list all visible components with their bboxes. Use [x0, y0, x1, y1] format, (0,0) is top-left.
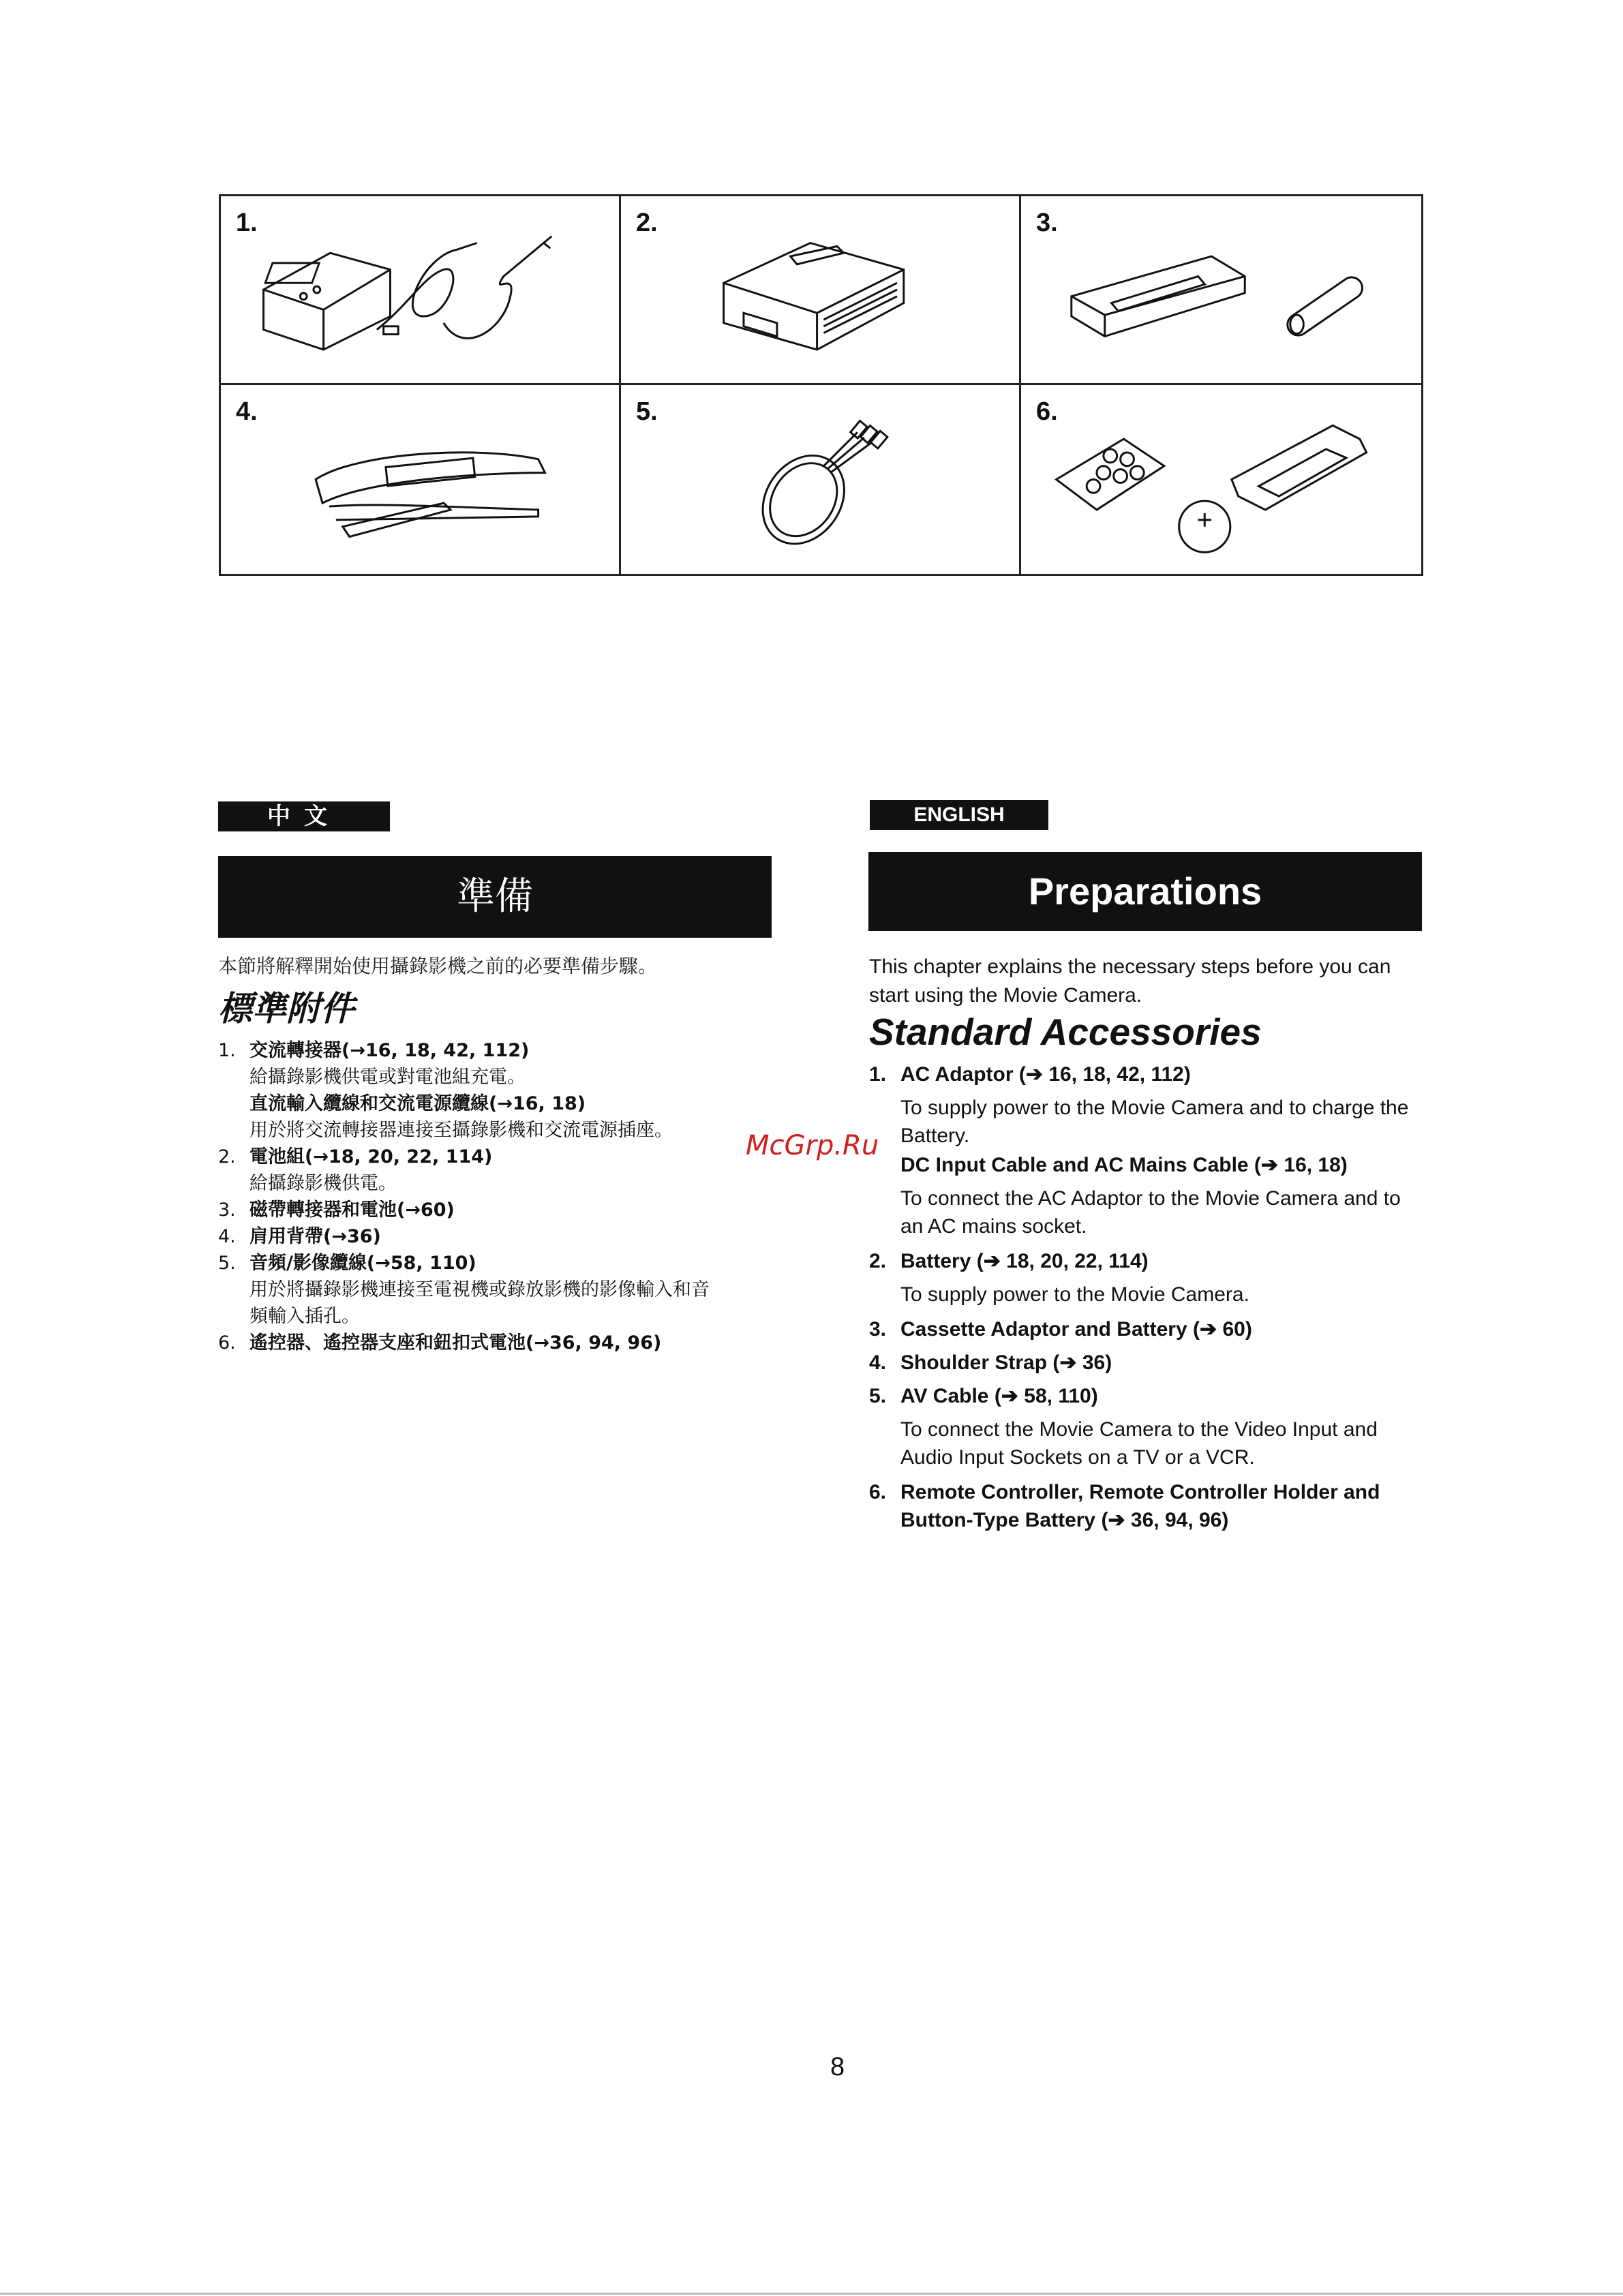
item-desc: To connect the Movie Camera to the Video Input and Audio Input Sockets on a TV or a VCR.: [900, 1418, 1378, 1469]
shoulder-strap-illustration: [221, 385, 619, 574]
accessory-list-zh: [218, 1037, 777, 1356]
accessory-number: 1.: [236, 209, 258, 237]
accessory-number: 3.: [1036, 209, 1058, 237]
accessory-number: 2.: [636, 209, 658, 237]
item-number: 3.: [218, 1199, 236, 1221]
bottom-divider: [0, 2293, 1623, 2295]
remote-controller-illustration: [1021, 385, 1421, 574]
item-subtitle: DC Input Cable and AC Mains Cable (➔ 16, 18): [900, 1154, 1348, 1176]
chapter-banner-zh: 準備: [218, 856, 772, 938]
item-desc: 用於將攝錄影機連接至電視機或錄放影機的影像輸入和音: [249, 1279, 710, 1300]
list-item: [869, 1315, 1428, 1343]
battery-illustration: [621, 196, 1019, 383]
list-item: [218, 1197, 777, 1223]
accessory-number: 4.: [236, 397, 258, 426]
av-cable-illustration: [621, 385, 1019, 574]
item-number: 2.: [218, 1146, 236, 1167]
accessory-cell-1: [221, 196, 621, 385]
item-desc: 給攝錄影機供電或對電池組充電。: [249, 1067, 526, 1088]
item-desc: 用於將交流轉接器連接至攝錄影機和交流電源插座。: [249, 1120, 673, 1141]
item-number: 6.: [218, 1332, 236, 1353]
item-number: 1.: [218, 1040, 236, 1061]
item-number: 5.: [218, 1253, 236, 1274]
item-desc: 頻輸入插孔。: [249, 1306, 360, 1327]
section-heading-zh: 標準附件: [218, 989, 354, 1028]
accessories-grid: [219, 194, 1423, 576]
item-title: Battery (➔ 18, 20, 22, 114): [900, 1250, 1149, 1272]
accessory-cell-6: [1021, 385, 1421, 574]
item-title: AV Cable (➔ 58, 110): [900, 1385, 1098, 1407]
item-number: 2.: [869, 1250, 887, 1272]
item-number: 5.: [869, 1385, 887, 1407]
list-item: [218, 1144, 777, 1197]
ac-adaptor-illustration: [221, 196, 619, 383]
intro-en: This chapter explains the necessary steps before you can start using the Movie Camera.: [869, 955, 1391, 1007]
list-item: [218, 1037, 777, 1144]
list-item: [869, 1478, 1428, 1534]
item-desc: 給攝錄影機供電。: [249, 1173, 397, 1194]
item-title: 磁帶轉接器和電池(→60): [249, 1199, 455, 1221]
item-title: 交流轉接器(→16, 18, 42, 112): [249, 1040, 530, 1061]
list-item: [869, 1060, 1428, 1242]
accessory-number: 6.: [1036, 397, 1058, 426]
accessory-cell-2: [621, 196, 1021, 385]
list-item: [218, 1223, 777, 1250]
item-desc: To connect the AC Adaptor to the Movie Camera and to an AC mains socket.: [900, 1187, 1401, 1238]
tab-chinese: 中文: [218, 801, 390, 831]
item-title: Remote Controller, Remote Controller Holder and Button-Type Battery (➔ 36, 94, 96): [900, 1481, 1380, 1531]
accessory-cell-4: [221, 385, 621, 574]
list-item: [218, 1250, 777, 1330]
watermark: McGrp.Ru: [746, 1130, 879, 1161]
list-item: [869, 1247, 1428, 1310]
tab-english: ENGLISH: [870, 800, 1048, 830]
item-title: Shoulder Strap (➔ 36): [900, 1351, 1112, 1374]
cassette-adaptor-illustration: [1021, 196, 1421, 383]
item-number: 4.: [218, 1226, 236, 1247]
intro-zh: 本節將解釋開始使用攝錄影機之前的必要準備步驟。: [218, 955, 658, 977]
page-number: 8: [830, 2053, 845, 2081]
accessory-cell-3: [1021, 196, 1421, 385]
item-title: 遙控器、遙控器支座和鈕扣式電池(→36, 94, 96): [249, 1332, 662, 1353]
item-desc: To supply power to the Movie Camera.: [900, 1283, 1249, 1306]
list-item: [869, 1349, 1428, 1377]
item-title: 電池組(→18, 20, 22, 114): [249, 1146, 493, 1167]
list-item: [869, 1382, 1428, 1473]
chapter-banner-en: Preparations: [868, 852, 1422, 931]
accessory-cell-5: [621, 385, 1021, 574]
item-title: 肩用背帶(→36): [249, 1226, 381, 1247]
item-title: 音頻/影像纜線(→58, 110): [249, 1253, 476, 1274]
item-number: 1.: [869, 1063, 887, 1086]
item-number: 4.: [869, 1351, 887, 1374]
item-title: Cassette Adaptor and Battery (➔ 60): [900, 1318, 1252, 1341]
accessory-number: 5.: [636, 397, 658, 426]
item-title: AC Adaptor (➔ 16, 18, 42, 112): [900, 1063, 1191, 1086]
item-number: 3.: [869, 1318, 887, 1341]
section-heading-en: Standard Accessories: [869, 1011, 1262, 1053]
item-subtitle: 直流輸入纜線和交流電源纜線(→16, 18): [249, 1093, 586, 1114]
accessory-list-en: [869, 1060, 1428, 1540]
list-item: [218, 1330, 777, 1356]
item-number: 6.: [869, 1481, 887, 1503]
item-desc: To supply power to the Movie Camera and to charge the Battery.: [900, 1097, 1409, 1147]
